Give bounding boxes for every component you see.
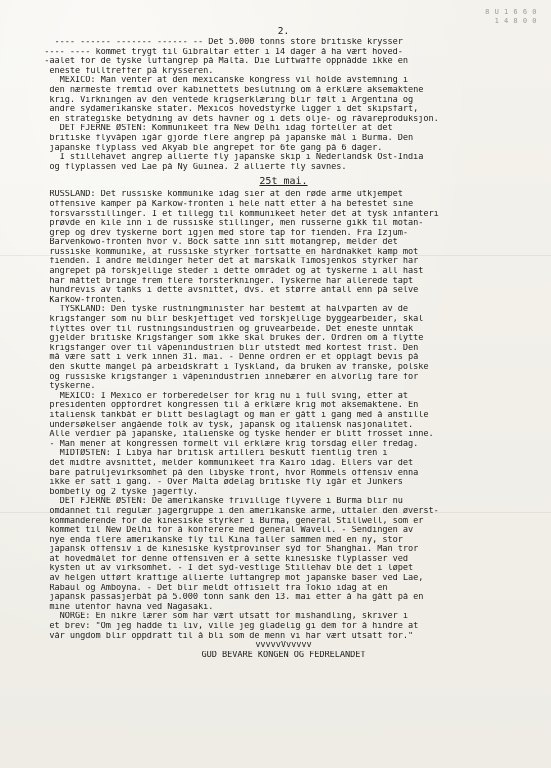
text-line: krig. Virkningen av den ventede krigserklæring blir følt i Argentina og [34, 95, 414, 105]
text-line: Alle verdier på japanske, italienske og tyske hender er blitt frosset inne. [34, 430, 434, 440]
stamp-line: 1 4 8 0 0 [494, 17, 537, 25]
text-line: bare patruljevirksomhet på den libyske front, hvor Rommels offensiv enna [34, 468, 419, 478]
text-line: har måttet bringe frem flere forsterkninger. Tyskerne har allerede tapt [34, 276, 414, 286]
text-line: angrepet på forskjellige steder i dette området og at tyskerne i all hast [34, 267, 424, 277]
text-line: ---- ---- kommet trygt til Gibraltar etter i 14 dager å ha vært hoved- [34, 47, 403, 57]
text-line: -aalet for de tyske luftangrep på Malta. Die Luftwaffe oppnådde ikke en [34, 57, 409, 67]
archive-stamp [485, 8, 537, 26]
text-line: japansk passasjerbåt på 5.000 tonn sank den 13. mai etter å ha gått på en [34, 593, 424, 603]
text-line: I stillehavet angrep allierte fly japanske skip i Nederlandsk Ost-India [34, 153, 424, 163]
text-line: kommanderende for de kinesiske styrker i Burma, general Stillwell, som er [34, 516, 424, 526]
text-line: flyttes over til rustningsindustrien og gruvearbeide. Det eneste unntak [34, 324, 414, 334]
text-line: eneste fulltreffer på krysseren. [34, 66, 214, 76]
page-number: 2. [277, 26, 290, 37]
text-line: tyskerne. [34, 382, 96, 392]
text-line: bombefly og 2 tyske jagerfly. [34, 487, 198, 497]
text-line: den skutte mangel på arbeidskraft i Tyskland, da bruken av franske, polske [34, 363, 429, 372]
text-line: grep og drev tyskerne bort igjen med store tap for fienden. Fra Izjum- [34, 228, 409, 238]
closing-line: GUD BEVARE KONGEN OG FEDRELANDET [201, 650, 366, 660]
text-line: kommet til New Delhi for å konferere med general Wavell. - Sendingen av [34, 526, 414, 536]
text-line: undersøkelser angående folk av tysk, japansk og italiensk nasjonalitet. [34, 420, 414, 430]
text-line: japansk offensiv i de kinesiske kystprovinser syd for Shanghai. Man tror [34, 545, 419, 555]
text-line: krigsfanger over til våpenindustrien blir utstedt med kortest frist. Den [34, 343, 419, 353]
text-line: ---- ------ ------- ------ -- Det 5.000 tonns store britiske krysser [34, 38, 403, 47]
text-line: andre sydamerikanske stater. Mexicos hovedstyrke ligger i det skipsfart, [34, 105, 419, 115]
news-block-may-24 [34, 38, 533, 172]
text-line: Rabaul og Amboyna. - Det blir meldt offisielt fra Tokio idag at en [34, 583, 388, 593]
text-line: - Man mener at kongressen formelt vil erklære krig torsdag eller fredag. [34, 439, 419, 449]
text-line: DET FJERNE ØSTEN: Kommunikeet fra New Delhi idag forteller at det [34, 124, 393, 134]
text-line: kysten ut av virksomhet. - I det syd-vestlige Stillehav ble det i løpet [34, 564, 414, 574]
paper-fold [0, 255, 551, 256]
text-line: og flyplassen ved Lae på Ny Guinea. 2 allierte fly savnes. [34, 162, 347, 172]
text-line: RUSSLAND: Det russiske kommunike idag sier at den røde armé utkjempet [34, 190, 403, 200]
text-line: en strategiske betydning av dets havner og i dets olje- og råvareproduksjon. [34, 114, 439, 124]
text-line: russiske kommunike, at russiske styrker fortsatte en hårdnakket kamp mot [34, 247, 419, 257]
text-line: og russiske krigsfanger i våpenindustrien innebærer en alvorlig fare for [34, 372, 419, 382]
text-line: italiensk tankbåt er blitt beslaglagt og man er gått i gang med å anstille [34, 410, 429, 420]
text-line: presidenten oppfordret kongressen til å erklære krig mot aksemaktene. En [34, 401, 419, 411]
text-line: MEXICO: I Mexico er forberedelser for krig nu i full sving, etter at [34, 391, 409, 401]
text-line: fienden. I andre meldinger heter det at marskalk Timosjenkos styrker har [34, 257, 419, 267]
text-line: mine utenfor havna ved Nagasaki. [34, 602, 214, 612]
text-line: at hovedmålet for denne offensiven er å sette kinesiske flyplasser ved [34, 554, 409, 564]
closing-marks: vvvvvVvvvvv [255, 641, 312, 651]
text-line: nye enda flere amerikanske fly til Kina faller sammen med en ny, stor [34, 535, 403, 545]
text-line: TYSKLAND: Den tyske rustningminister har bestemt at halvparten av de [34, 305, 409, 315]
text-line: MIDTØSTEN: I Libya har britisk artilleri beskutt fientlig tren i [34, 449, 388, 459]
text-line: det midtre avsnittet, melder kommunikeet fra Kairo idag. Ellers var det [34, 458, 414, 468]
stamp-line: 8 U 1 6 6 0 [485, 8, 537, 16]
text-line: av helgen utført kraftige allierte luftangrep mot japanske baser ved Lae, [34, 574, 424, 584]
text-line: forsvarsstillinger. I et tillegg til kommunikeet heter det at tysk infanteri [34, 209, 439, 219]
paper-fold [0, 512, 551, 513]
text-line: gjelder britiske Krigsfanger som ikke skal brukes der. Ordren om å flytte [34, 334, 424, 344]
text-line: britiske flyvåpen igår gjorde flere angrep på japanske mål i Burma. Den [34, 133, 414, 143]
date-heading: 25t mai. [259, 176, 308, 188]
text-line: prøvde en kile inn i de russiske stillinger, men russerne gikk til motan- [34, 219, 424, 229]
text-line: MEXICO: Man venter at den mexicanske kongress vil holde avstemning i [34, 76, 409, 86]
text-line: DET FJERNE ØSTEN: De amerikanske frivillige flyvere i Burma blir nu [34, 497, 403, 507]
text-line: hundrevis av tanks i dette avsnittet, dvs. et større antall enn på selve [34, 286, 419, 296]
text-line: ikke er satt i gang. - Over Malta ødelag britiske fly igår et Junkers [34, 478, 403, 488]
text-line: den nærmeste fremtid over kabinettets beslutning om å erklære aksemaktene [34, 85, 424, 95]
text-line: japanske flyplass ved Akyab ble angrepet for 6te gang på 6 dager. [34, 143, 383, 153]
text-line: krigsfanger som nu blir beskjeftiget ved forskjellige byggearbeider, skal [34, 315, 424, 325]
text-line: offensive kamper på Karkow-fronten i hele natt etter å ha befestet sine [34, 199, 414, 209]
text-line: omdannet til regulær jagergruppe i den amerikanske armé, uttaler den øverst- [34, 506, 439, 516]
text-line: må være satt i verk innen 31. mai. - Denne ordren er et opplagt bevis på [34, 353, 419, 363]
text-line: Barvenkowo-fronten hvor v. Bock satte inn sitt motangrep, melder det [34, 238, 398, 248]
news-block-may-25 [34, 190, 533, 641]
text-line: Karkow-fronten. [34, 295, 127, 305]
text-line: et brev: "Om jeg hadde ti liv, ville jeg gladelig gi dem for å hindre at [34, 622, 419, 632]
text-line: NORGE: En nikre lærer som har vært utsatt for mishandling, skriver i [34, 612, 409, 622]
text-line: vår ungdom blir oppdratt til å bli som de menn vi har vært utsatt for." [34, 631, 414, 641]
